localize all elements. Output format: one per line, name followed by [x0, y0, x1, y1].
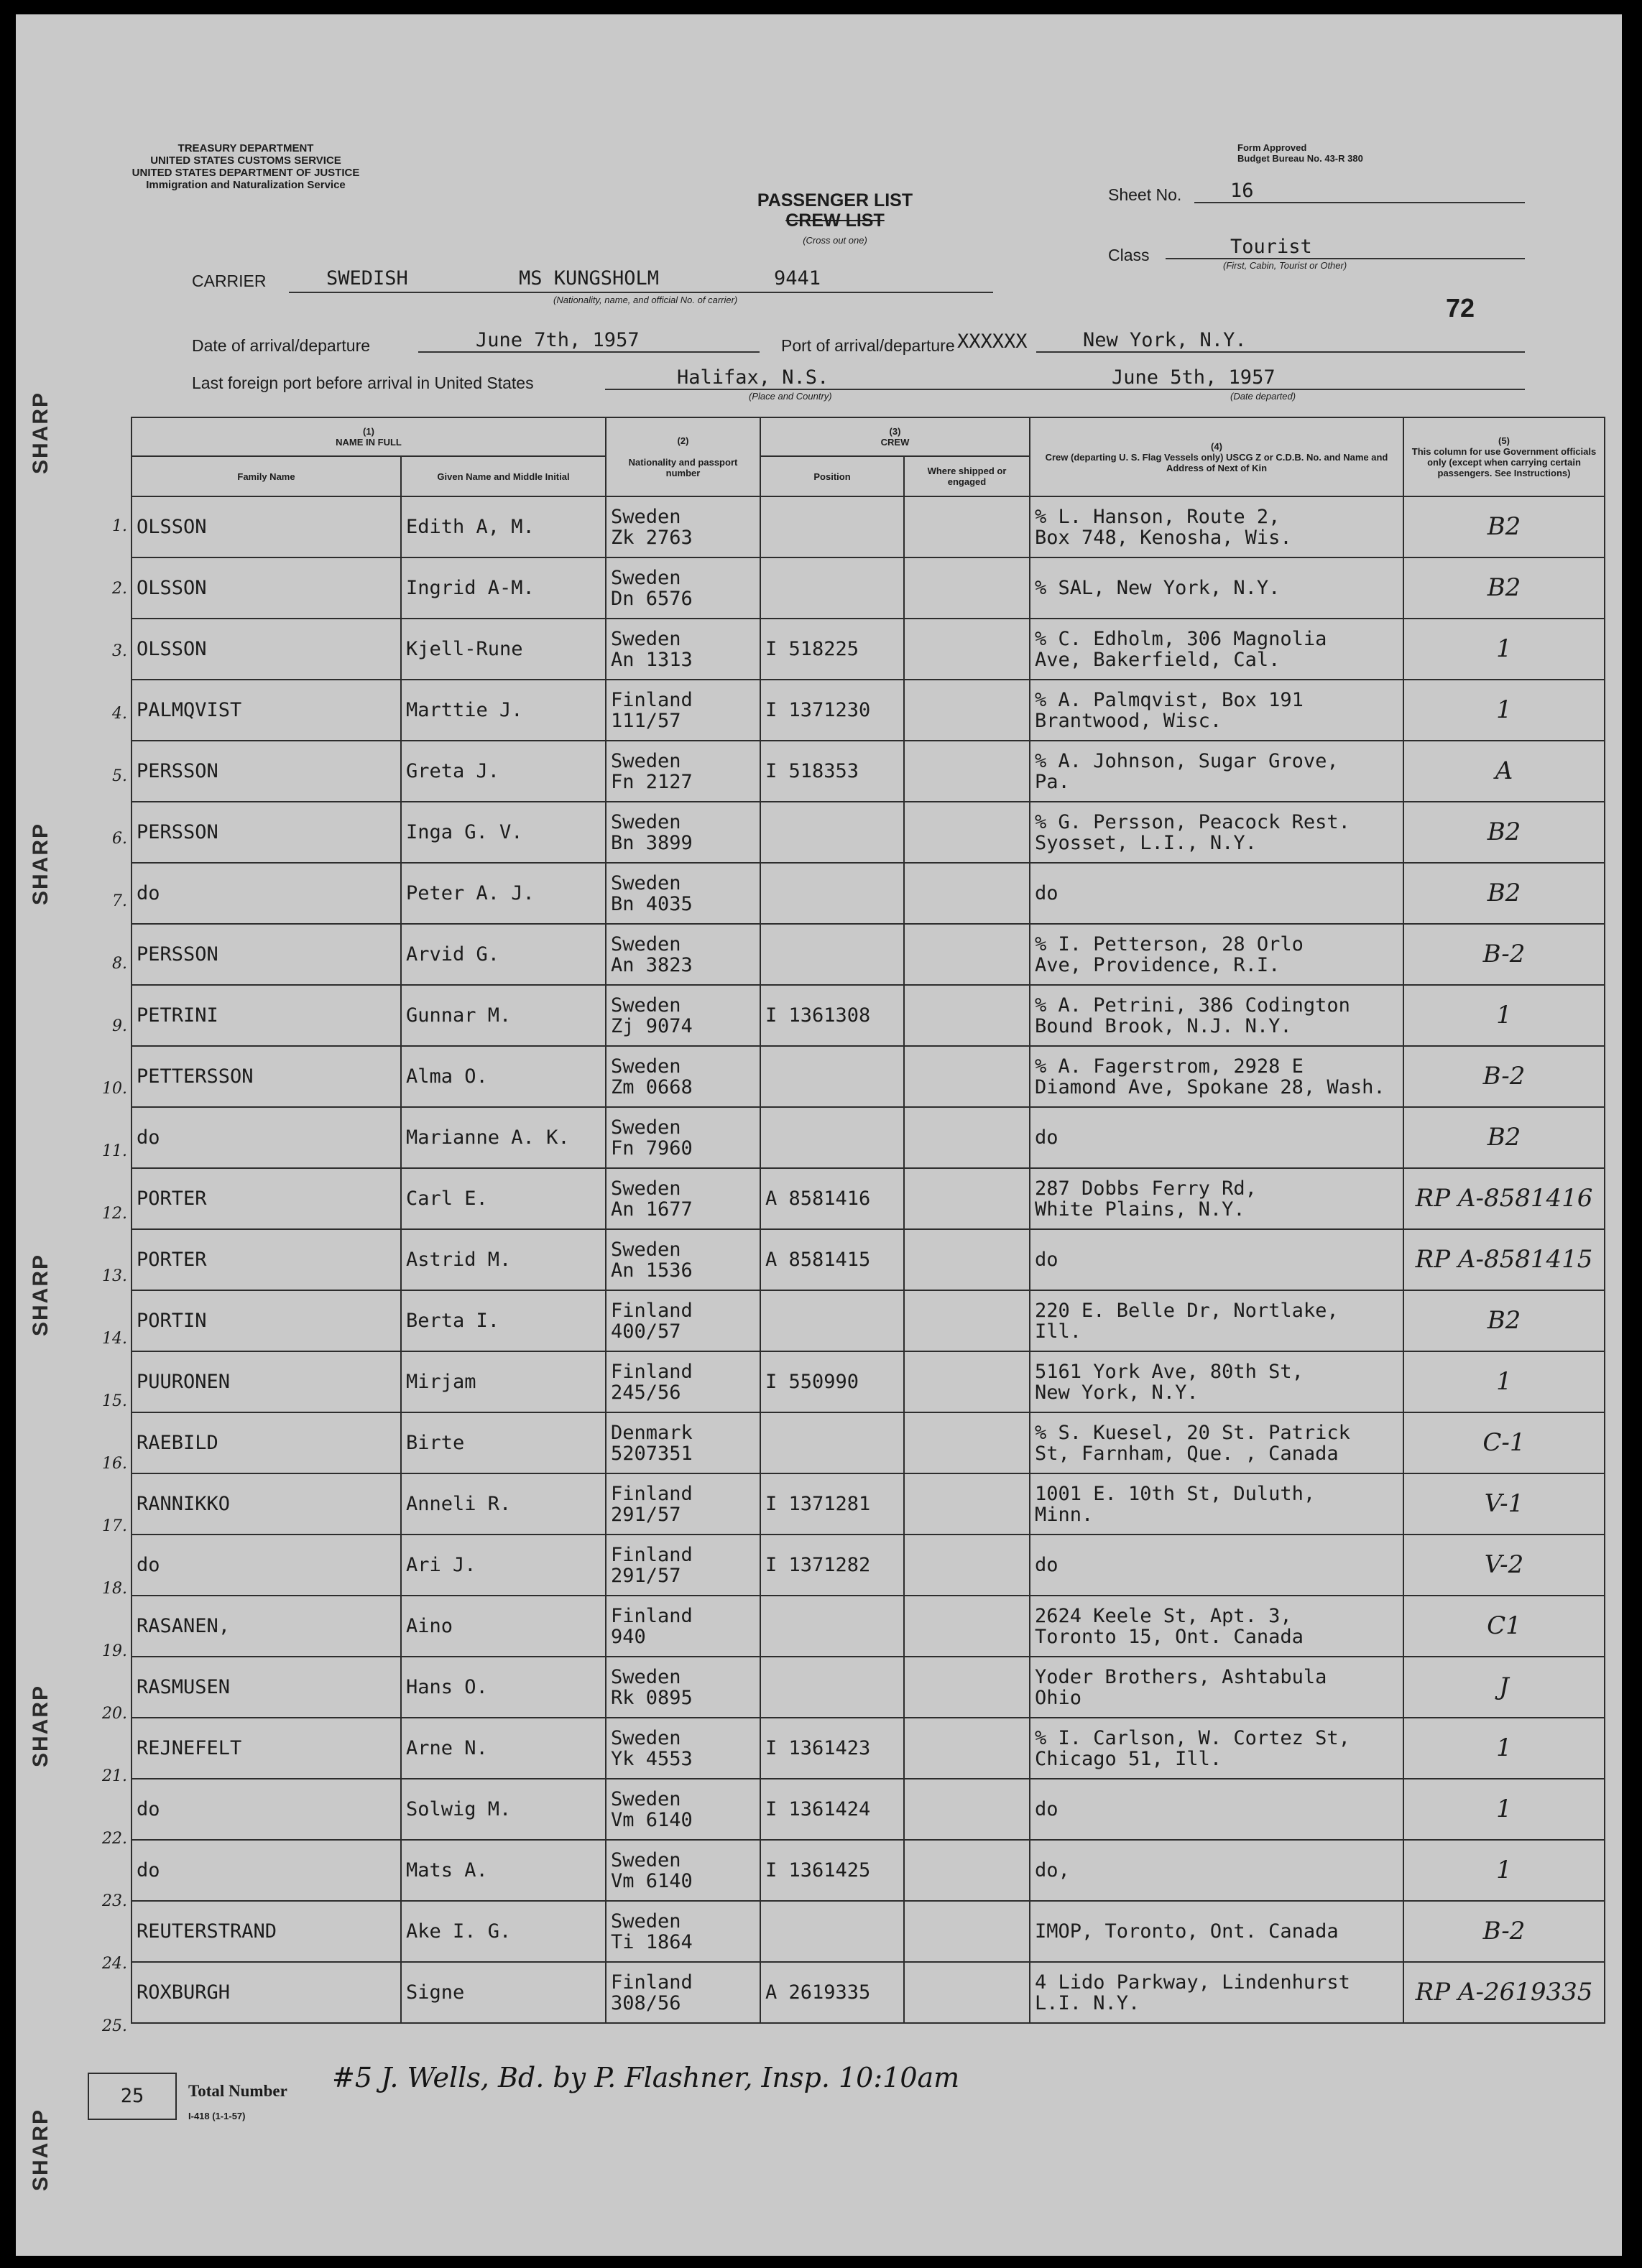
next-of-kin-cell: % SAL, New York, N.Y.	[1030, 557, 1403, 619]
nationality-cell: Sweden Bn 4035	[606, 863, 760, 924]
given-name-cell: Alma O.	[401, 1046, 606, 1107]
row-number: 6.	[112, 830, 127, 848]
table-row	[132, 741, 1605, 802]
government-use-cell: A	[1403, 741, 1605, 802]
position-cell	[760, 924, 904, 985]
nationality-cell: Finland 308/56	[606, 1962, 760, 2023]
port-struck-text: XXXXXX	[957, 330, 1028, 353]
nationality-cell: Finland 291/57	[606, 1535, 760, 1596]
government-use-cell: B2	[1403, 1290, 1605, 1351]
row-number: 3.	[112, 642, 127, 660]
position-cell	[760, 496, 904, 557]
given-name-cell: Kjell-Rune	[401, 619, 606, 680]
next-of-kin-cell: 220 E. Belle Dr, Nortlake, Ill.	[1030, 1290, 1403, 1351]
agency-block	[73, 142, 418, 191]
shipped-cell	[904, 1107, 1030, 1168]
row-number: 15.	[102, 1392, 127, 1410]
column-title: NAME IN FULL	[336, 437, 402, 448]
table-row	[132, 802, 1605, 863]
family-name-cell: do	[132, 1840, 401, 1901]
column-number: (4)	[1211, 440, 1222, 452]
government-use-cell: B2	[1403, 863, 1605, 924]
family-name-cell: RASANEN,	[132, 1596, 401, 1657]
family-name-cell: PUURONEN	[132, 1351, 401, 1412]
table-row	[132, 924, 1605, 985]
row-number: 18.	[102, 1580, 127, 1598]
next-of-kin-cell: 2624 Keele St, Apt. 3, Toronto 15, Ont. Canada	[1030, 1596, 1403, 1657]
shipped-cell	[904, 1535, 1030, 1596]
margin-sharp-label: SHARP	[29, 1684, 52, 1767]
government-use-cell: B2	[1403, 802, 1605, 863]
document-page	[16, 14, 1622, 2256]
row-number: 17.	[102, 1517, 127, 1535]
government-use-cell: 1	[1403, 1779, 1605, 1840]
column-number: (5)	[1498, 435, 1510, 446]
nationality-cell: Sweden Dn 6576	[606, 557, 760, 619]
next-of-kin-cell: % C. Edholm, 306 Magnolia Ave, Bakerfield, Cal.	[1030, 619, 1403, 680]
table-row	[132, 1596, 1605, 1657]
family-name-cell: OLSSON	[132, 496, 401, 557]
column-title: Nationality and passport number	[628, 457, 738, 478]
date-arrival-value: June 7th, 1957	[418, 329, 760, 353]
date-departed-hint: (Date departed)	[1230, 391, 1296, 402]
next-of-kin-cell: 4 Lido Parkway, Lindenhurst L.I. N.Y.	[1030, 1962, 1403, 2023]
given-name-cell: Solwig M.	[401, 1779, 606, 1840]
column-header-next-of-kin	[1030, 417, 1403, 496]
shipped-cell	[904, 1168, 1030, 1229]
table-row	[132, 1840, 1605, 1901]
row-number: 1.	[112, 517, 127, 535]
given-name-cell: Mats A.	[401, 1840, 606, 1901]
position-cell	[760, 1046, 904, 1107]
row-number: 4.	[112, 705, 127, 723]
form-approval	[1237, 142, 1363, 164]
family-name-cell: do	[132, 1535, 401, 1596]
column-header-nationality	[606, 417, 760, 496]
given-name-cell: Gunnar M.	[401, 985, 606, 1046]
position-cell: I 1371282	[760, 1535, 904, 1596]
position-cell	[760, 1412, 904, 1473]
table-row	[132, 1351, 1605, 1412]
table-row	[132, 1290, 1605, 1351]
row-number: 22.	[102, 1830, 127, 1848]
date-departed-value: June 5th, 1957	[1108, 366, 1525, 390]
shipped-cell	[904, 680, 1030, 741]
nationality-cell: Sweden Zk 2763	[606, 496, 760, 557]
shipped-cell	[904, 1351, 1030, 1412]
nationality-cell: Finland 245/56	[606, 1351, 760, 1412]
page-title	[734, 190, 936, 251]
given-name-cell: Arvid G.	[401, 924, 606, 985]
passenger-table	[131, 417, 1605, 2024]
total-number-label: Total Number	[188, 2082, 287, 2100]
government-use-cell: 1	[1403, 1351, 1605, 1412]
next-of-kin-cell: % I. Petterson, 28 Orlo Ave, Providence, R.I.	[1030, 924, 1403, 985]
family-name-cell: PORTIN	[132, 1290, 401, 1351]
family-name-cell: PORTER	[132, 1168, 401, 1229]
government-use-cell: C-1	[1403, 1412, 1605, 1473]
given-name-cell: Hans O.	[401, 1657, 606, 1718]
table-row	[132, 1535, 1605, 1596]
carrier-official-number: 9441	[774, 267, 821, 290]
family-name-cell: OLSSON	[132, 619, 401, 680]
margin-sharp-label: SHARP	[29, 391, 52, 474]
family-name-cell: PERSSON	[132, 924, 401, 985]
given-name-cell: Inga G. V.	[401, 802, 606, 863]
nationality-cell: Sweden Zm 0668	[606, 1046, 760, 1107]
row-number: 8.	[112, 955, 127, 973]
given-name-cell: Ingrid A-M.	[401, 557, 606, 619]
carrier-nationality: SWEDISH	[326, 267, 408, 290]
family-name-cell: REJNEFELT	[132, 1718, 401, 1779]
given-name-cell: Carl E.	[401, 1168, 606, 1229]
row-number: 20.	[102, 1705, 127, 1723]
table-row	[132, 1473, 1605, 1535]
sheet-number: 16	[1194, 180, 1525, 203]
row-number: 25.	[102, 2017, 127, 2035]
carrier-label: CARRIER	[192, 272, 267, 290]
column-title: CREW	[880, 437, 910, 448]
date-arrival-label: Date of arrival/departure	[192, 336, 371, 355]
next-of-kin-cell: % S. Kuesel, 20 St. Patrick St, Farnham, Que. , Canada	[1030, 1412, 1403, 1473]
next-of-kin-cell: IMOP, Toronto, Ont. Canada	[1030, 1901, 1403, 1962]
shipped-cell	[904, 1779, 1030, 1840]
last-port-label: Last foreign port before arrival in United States	[192, 374, 534, 392]
government-use-cell: B2	[1403, 557, 1605, 619]
family-name-cell: PORTER	[132, 1229, 401, 1290]
given-name-cell: Peter A. J.	[401, 863, 606, 924]
family-name-cell: do	[132, 1107, 401, 1168]
next-of-kin-cell: % G. Persson, Peacock Rest. Syosset, L.I., N.Y.	[1030, 802, 1403, 863]
shipped-cell	[904, 1962, 1030, 2023]
position-cell: I 518353	[760, 741, 904, 802]
column-header-name	[132, 417, 606, 456]
position-cell: I 518225	[760, 619, 904, 680]
table-row	[132, 496, 1605, 557]
next-of-kin-cell: % I. Carlson, W. Cortez St, Chicago 51, Ill.	[1030, 1718, 1403, 1779]
row-number: 2.	[112, 580, 127, 598]
inspector-signature: #5 J. Wells, Bd. by P. Flashner, Insp. 10:10am	[332, 2062, 960, 2093]
next-of-kin-cell: Yoder Brothers, Ashtabula Ohio	[1030, 1657, 1403, 1718]
column-header-family-name: Family Name	[132, 456, 401, 496]
next-of-kin-cell: % A. Palmqvist, Box 191 Brantwood, Wisc.	[1030, 680, 1403, 741]
given-name-cell: Arne N.	[401, 1718, 606, 1779]
given-name-cell: Marianne A. K.	[401, 1107, 606, 1168]
table-row	[132, 1657, 1605, 1718]
given-name-cell: Greta J.	[401, 741, 606, 802]
next-of-kin-cell: 5161 York Ave, 80th St, New York, N.Y.	[1030, 1351, 1403, 1412]
port-arrival-value: New York, N.Y.	[1036, 329, 1525, 353]
table-row	[132, 1779, 1605, 1840]
position-cell	[760, 863, 904, 924]
agency-line: UNITED STATES CUSTOMS SERVICE	[150, 154, 341, 167]
position-cell: A 8581416	[760, 1168, 904, 1229]
row-number: 5.	[112, 767, 127, 785]
position-cell: I 1361424	[760, 1779, 904, 1840]
family-name-cell: PERSSON	[132, 741, 401, 802]
position-cell	[760, 557, 904, 619]
title-crew-list: CREW LIST	[785, 210, 885, 231]
agency-line: TREASURY DEPARTMENT	[177, 142, 314, 154]
port-arrival-label: Port of arrival/departure	[781, 336, 955, 355]
shipped-cell	[904, 1046, 1030, 1107]
position-cell: I 1371281	[760, 1473, 904, 1535]
shipped-cell	[904, 985, 1030, 1046]
position-cell	[760, 1657, 904, 1718]
row-number: 12.	[102, 1205, 127, 1223]
given-name-cell: Ake I. G.	[401, 1901, 606, 1962]
margin-sharp-label: SHARP	[29, 1253, 52, 1336]
family-name-cell: do	[132, 863, 401, 924]
given-name-cell: Anneli R.	[401, 1473, 606, 1535]
government-use-cell: V-1	[1403, 1473, 1605, 1535]
class-value: Tourist	[1166, 236, 1525, 259]
position-cell: A 2619335	[760, 1962, 904, 2023]
next-of-kin-cell: 1001 E. 10th St, Duluth, Minn.	[1030, 1473, 1403, 1535]
row-number: 24.	[102, 1955, 127, 1973]
family-name-cell: RASMUSEN	[132, 1657, 401, 1718]
row-number: 16.	[102, 1455, 127, 1473]
government-use-cell: B-2	[1403, 924, 1605, 985]
shipped-cell	[904, 1840, 1030, 1901]
given-name-cell: Ari J.	[401, 1535, 606, 1596]
column-number: (1)	[363, 426, 374, 437]
budget-bureau-text: Budget Bureau No. 43-R 380	[1237, 153, 1363, 164]
row-number: 13.	[102, 1267, 127, 1285]
class-hint: (First, Cabin, Tourist or Other)	[1223, 260, 1347, 271]
given-name-cell: Mirjam	[401, 1351, 606, 1412]
given-name-cell: Aino	[401, 1596, 606, 1657]
nationality-cell: Sweden Fn 7960	[606, 1107, 760, 1168]
table-row	[132, 1962, 1605, 2023]
given-name-cell: Birte	[401, 1412, 606, 1473]
row-number: 11.	[102, 1142, 127, 1160]
table-row	[132, 1718, 1605, 1779]
total-number-box: 25	[88, 2073, 177, 2120]
nationality-cell: Sweden Rk 0895	[606, 1657, 760, 1718]
column-title: Crew (departing U. S. Flag Vessels only) USCG Z or C.D.B. No. and Name and Address of Next of Kin	[1045, 451, 1388, 473]
form-approved-text: Form Approved	[1237, 142, 1307, 153]
next-of-kin-cell: do	[1030, 1535, 1403, 1596]
column-number: (2)	[677, 435, 689, 446]
row-number: 9.	[112, 1017, 127, 1035]
family-name-cell: PETTERSSON	[132, 1046, 401, 1107]
table-row	[132, 619, 1605, 680]
government-use-cell: B-2	[1403, 1046, 1605, 1107]
shipped-cell	[904, 802, 1030, 863]
nationality-cell: Sweden An 1677	[606, 1168, 760, 1229]
position-cell: I 550990	[760, 1351, 904, 1412]
shipped-cell	[904, 863, 1030, 924]
given-name-cell: Marttie J.	[401, 680, 606, 741]
next-of-kin-cell: 287 Dobbs Ferry Rd, White Plains, N.Y.	[1030, 1168, 1403, 1229]
government-use-cell: RP A-8581416	[1403, 1168, 1605, 1229]
government-use-cell: 1	[1403, 985, 1605, 1046]
position-cell	[760, 1107, 904, 1168]
row-number: 19.	[102, 1642, 127, 1660]
column-header-crew	[760, 417, 1030, 456]
shipped-cell	[904, 1290, 1030, 1351]
nationality-cell: Finland 400/57	[606, 1290, 760, 1351]
nationality-cell: Finland 111/57	[606, 680, 760, 741]
nationality-cell: Sweden An 1536	[606, 1229, 760, 1290]
shipped-cell	[904, 496, 1030, 557]
given-name-cell: Signe	[401, 1962, 606, 2023]
nationality-cell: Denmark 5207351	[606, 1412, 760, 1473]
family-name-cell: OLSSON	[132, 557, 401, 619]
position-cell: A 8581415	[760, 1229, 904, 1290]
column-header-position: Position	[760, 456, 904, 496]
government-use-cell: 1	[1403, 1840, 1605, 1901]
position-cell	[760, 1290, 904, 1351]
nationality-cell: Sweden Zj 9074	[606, 985, 760, 1046]
next-of-kin-cell: do	[1030, 1229, 1403, 1290]
shipped-cell	[904, 924, 1030, 985]
government-use-cell: B2	[1403, 496, 1605, 557]
government-use-cell: V-2	[1403, 1535, 1605, 1596]
nationality-cell: Sweden An 1313	[606, 619, 760, 680]
title-passenger-list: PASSENGER LIST	[757, 190, 913, 210]
carrier-name: MS KUNGSHOLM	[519, 267, 660, 290]
shipped-cell	[904, 557, 1030, 619]
table-row	[132, 680, 1605, 741]
family-name-cell: REUTERSTRAND	[132, 1901, 401, 1962]
column-header-shipped: Where shipped or engaged	[904, 456, 1030, 496]
position-cell: I 1361308	[760, 985, 904, 1046]
next-of-kin-cell: do	[1030, 863, 1403, 924]
next-of-kin-cell: % A. Petrini, 386 Codington Bound Brook, N.J. N.Y.	[1030, 985, 1403, 1046]
next-of-kin-cell: % A. Johnson, Sugar Grove, Pa.	[1030, 741, 1403, 802]
given-name-cell: Astrid M.	[401, 1229, 606, 1290]
table-row	[132, 1046, 1605, 1107]
nationality-cell: Sweden Vm 6140	[606, 1840, 760, 1901]
next-of-kin-cell: % A. Fagerstrom, 2928 E Diamond Ave, Spokane 28, Wash.	[1030, 1046, 1403, 1107]
family-name-cell: PALMQVIST	[132, 680, 401, 741]
government-use-cell: 1	[1403, 619, 1605, 680]
column-title: This column for use Government officials only (except when carrying certain passengers. See Instructions)	[1411, 446, 1597, 478]
table-row	[132, 863, 1605, 924]
table-row	[132, 1412, 1605, 1473]
margin-sharp-label: SHARP	[29, 822, 52, 905]
shipped-cell	[904, 1596, 1030, 1657]
shipped-cell	[904, 1473, 1030, 1535]
shipped-cell	[904, 1657, 1030, 1718]
shipped-cell	[904, 1718, 1030, 1779]
nationality-cell: Sweden Bn 3899	[606, 802, 760, 863]
next-of-kin-cell: do	[1030, 1107, 1403, 1168]
government-use-cell: RP A-8581415	[1403, 1229, 1605, 1290]
row-number: 14.	[102, 1330, 127, 1348]
family-name-cell: RAEBILD	[132, 1412, 401, 1473]
nationality-cell: Finland 940	[606, 1596, 760, 1657]
government-use-cell: 1	[1403, 1718, 1605, 1779]
nationality-cell: Sweden An 3823	[606, 924, 760, 985]
given-name-cell: Edith A, M.	[401, 496, 606, 557]
table-row	[132, 557, 1605, 619]
shipped-cell	[904, 1901, 1030, 1962]
nationality-cell: Sweden Fn 2127	[606, 741, 760, 802]
position-cell	[760, 802, 904, 863]
government-use-cell: 1	[1403, 680, 1605, 741]
cross-out-hint: (Cross out one)	[803, 235, 867, 246]
table-row	[132, 1229, 1605, 1290]
next-of-kin-cell: % L. Hanson, Route 2, Box 748, Kenosha, Wis.	[1030, 496, 1403, 557]
page-number: 72	[1446, 293, 1475, 323]
family-name-cell: PERSSON	[132, 802, 401, 863]
shipped-cell	[904, 1229, 1030, 1290]
family-name-cell: RANNIKKO	[132, 1473, 401, 1535]
nationality-cell: Sweden Ti 1864	[606, 1901, 760, 1962]
given-name-cell: Berta I.	[401, 1290, 606, 1351]
next-of-kin-cell: do	[1030, 1779, 1403, 1840]
family-name-cell: ROXBURGH	[132, 1962, 401, 2023]
table-row	[132, 1901, 1605, 1962]
shipped-cell	[904, 1412, 1030, 1473]
sheet-label: Sheet No.	[1108, 185, 1182, 204]
row-number: 7.	[112, 892, 127, 910]
column-header-given-name: Given Name and Middle Initial	[401, 456, 606, 496]
nationality-cell: Finland 291/57	[606, 1473, 760, 1535]
position-cell: I 1361425	[760, 1840, 904, 1901]
position-cell	[760, 1596, 904, 1657]
family-name-cell: do	[132, 1779, 401, 1840]
agency-line: Immigration and Naturalization Service	[146, 179, 346, 191]
table-row	[132, 985, 1605, 1046]
table-row	[132, 1168, 1605, 1229]
agency-line: UNITED STATES DEPARTMENT OF JUSTICE	[132, 167, 360, 179]
next-of-kin-cell: do,	[1030, 1840, 1403, 1901]
class-label: Class	[1108, 246, 1150, 264]
nationality-cell: Sweden Yk 4553	[606, 1718, 760, 1779]
position-cell: I 1361423	[760, 1718, 904, 1779]
table-row	[132, 1107, 1605, 1168]
carrier-hint: (Nationality, name, and official No. of carrier)	[553, 295, 738, 305]
row-number: 23.	[102, 1892, 127, 1910]
row-number: 10.	[102, 1080, 127, 1098]
position-cell: I 1371230	[760, 680, 904, 741]
margin-sharp-label: SHARP	[29, 2108, 52, 2191]
column-header-government	[1403, 417, 1605, 496]
government-use-cell: B-2	[1403, 1901, 1605, 1962]
shipped-cell	[904, 741, 1030, 802]
last-port-value: Halifax, N.S.	[605, 366, 1108, 390]
family-name-cell: PETRINI	[132, 985, 401, 1046]
government-use-cell: J	[1403, 1657, 1605, 1718]
shipped-cell	[904, 619, 1030, 680]
government-use-cell: C1	[1403, 1596, 1605, 1657]
government-use-cell: B2	[1403, 1107, 1605, 1168]
government-use-cell: RP A-2619335	[1403, 1962, 1605, 2023]
place-country-hint: (Place and Country)	[749, 391, 832, 402]
form-number: I-418 (1-1-57)	[188, 2111, 246, 2121]
position-cell	[760, 1901, 904, 1962]
row-number: 21.	[102, 1767, 127, 1785]
nationality-cell: Sweden Vm 6140	[606, 1779, 760, 1840]
column-number: (3)	[889, 426, 901, 437]
